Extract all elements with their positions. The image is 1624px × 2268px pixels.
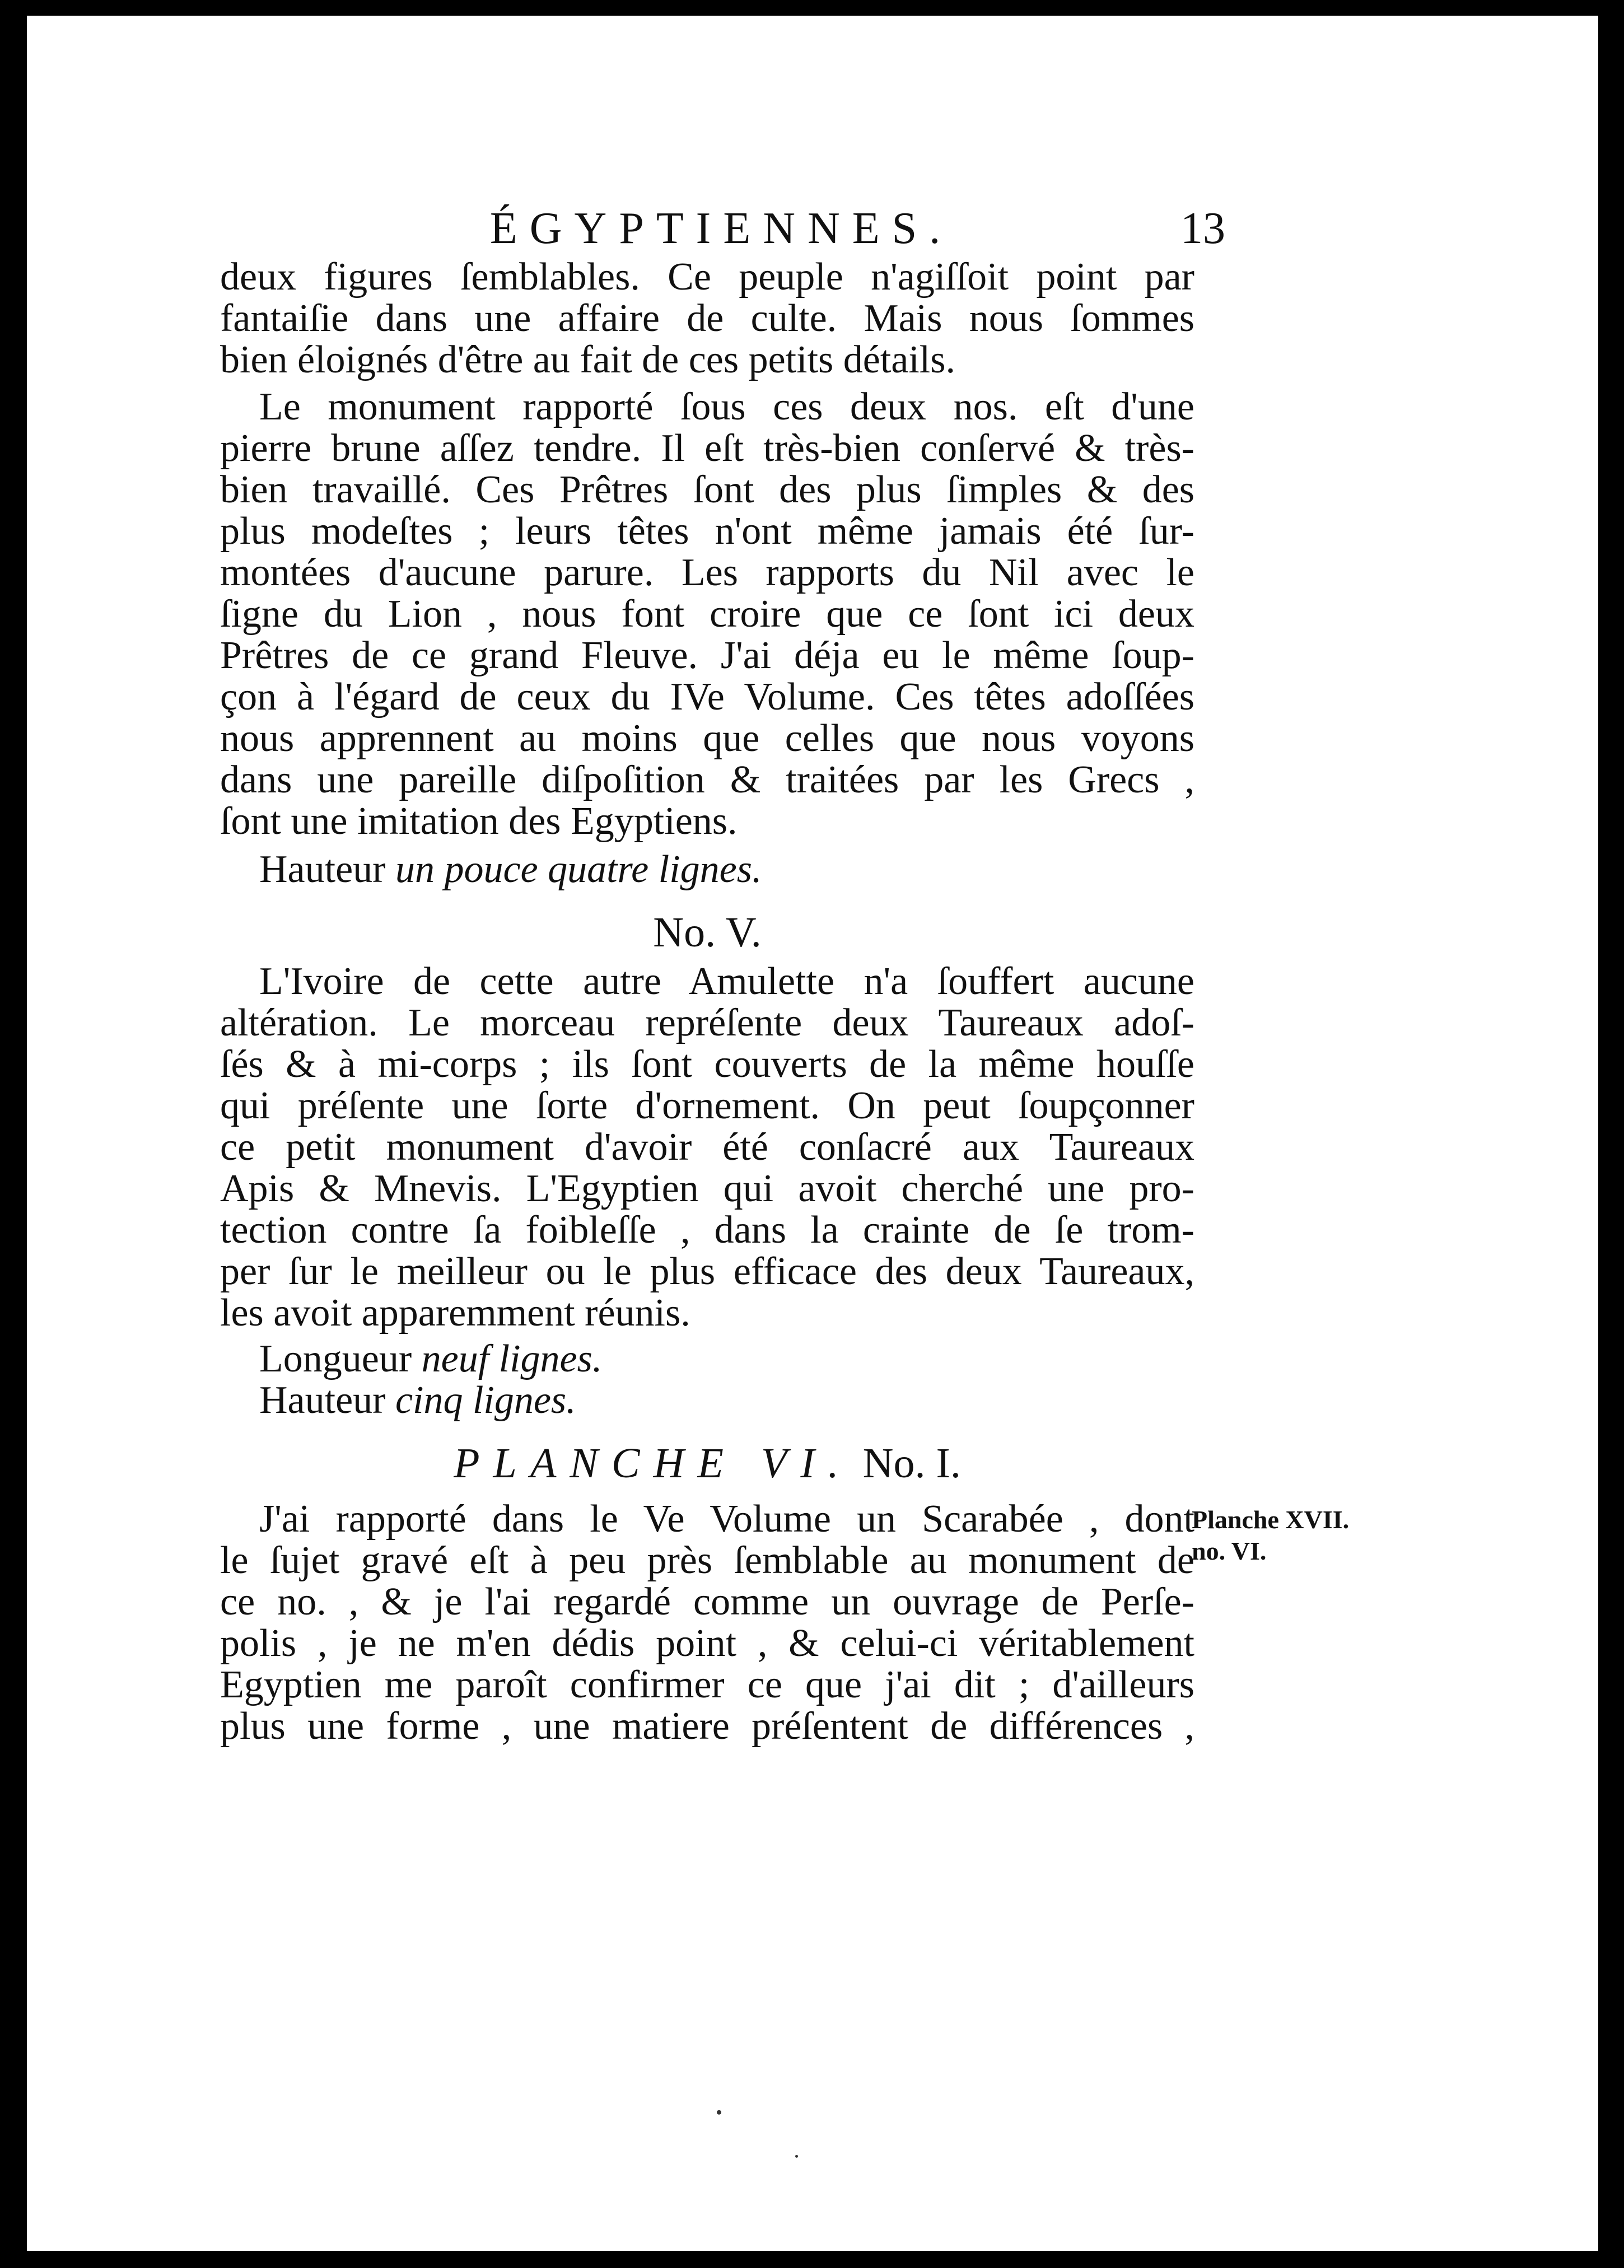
print-speck xyxy=(795,2155,798,2158)
text-line: çon à l'égard de ceux du IVe Volume. Ces têtes adoſſées xyxy=(220,675,1194,718)
running-title: ÉGYPTIENNES. xyxy=(489,204,953,253)
measurement-value: neuf lignes. xyxy=(421,1337,603,1380)
paragraph-monument xyxy=(220,386,1194,842)
section-heading-planche-vi xyxy=(220,1438,1194,1488)
measurement-value: un pouce quatre lignes. xyxy=(395,848,762,891)
text-line: ſigne du Lion , nous font croire que ce ſont ici deux xyxy=(220,592,1194,636)
paragraph-scarabee xyxy=(220,1499,1194,1747)
text-line: ſont une imitation des Egyptiens. xyxy=(220,800,738,843)
text-line: deux figures ſemblables. Ce peuple n'agiſſoit point par xyxy=(220,255,1194,298)
text-line: le ſujet gravé eſt à peu près ſemblable au monument de xyxy=(220,1539,1194,1582)
text-line: montées d'aucune parure. Les rapports du Nil avec le xyxy=(220,551,1194,594)
paragraph-continuation xyxy=(220,256,1194,381)
text-line: pierre brune aſſez tendre. Il eſt très-bien conſervé & très- xyxy=(220,427,1194,470)
margin-note-line: Planche XVII. xyxy=(1192,1505,1350,1534)
measurements-block xyxy=(220,1338,1194,1421)
text-line: altération. Le morceau repréſente deux Taureaux adoſ- xyxy=(220,1001,1194,1044)
text-line: Le monument rapporté ſous ces deux nos. eſt d'une xyxy=(259,385,1194,428)
text-line: ſés & à mi-corps ; ils ſont couverts de la même houſſe xyxy=(220,1043,1194,1086)
planche-number: No. I. xyxy=(862,1440,961,1487)
text-line: qui préſente une ſorte d'ornement. On peut ſoupçonner xyxy=(220,1084,1194,1127)
text-line: L'Ivoire de cette autre Amulette n'a ſouffert aucune xyxy=(259,960,1194,1003)
margin-note-line: no. VI. xyxy=(1192,1537,1267,1565)
text-line: Prêtres de ce grand Fleuve. J'ai déja eu le même ſoup- xyxy=(220,634,1194,677)
text-line: bien éloignés d'être au fait de ces petits détails. xyxy=(220,338,955,381)
text-line: nous apprennent au moins que celles que nous voyons xyxy=(220,717,1194,760)
measurement-label: Longueur xyxy=(259,1337,412,1380)
page-header xyxy=(452,198,1225,259)
text-line: les avoit apparemment réunis. xyxy=(220,1291,690,1334)
text-line: tection contre ſa foibleſſe , dans la crainte de ſe trom- xyxy=(220,1208,1194,1252)
measurement-value: cinq lignes. xyxy=(395,1379,576,1422)
text-line: J'ai rapporté dans le Ve Volume un Scarabée , dont xyxy=(259,1497,1194,1541)
measurement-height-1 xyxy=(220,849,1194,890)
section-heading-no-v: No. V. xyxy=(653,909,762,956)
text-line: Apis & Mnevis. L'Egyptien qui avoit cherché une pro- xyxy=(220,1167,1194,1210)
text-line: plus une forme , une matiere préſentent de différences , xyxy=(220,1705,1194,1748)
measurement-label: Hauteur xyxy=(259,848,386,891)
text-line: fantaiſie dans une affaire de culte. Mais nous ſommes xyxy=(220,297,1194,340)
text-line: polis , je ne m'en dédis point , & celui-ci véritablement xyxy=(220,1622,1194,1665)
text-line: bien travaillé. Ces Prêtres ſont des plus ſimples & des xyxy=(220,468,1194,511)
text-line: plus modeſtes ; leurs têtes n'ont même jamais été ſur- xyxy=(220,510,1194,553)
text-line: ce no. , & je l'ai regardé comme un ouvrage de Perſe- xyxy=(220,1580,1194,1623)
paragraph-amulette xyxy=(220,961,1194,1334)
planche-title: PLANCHE VI. xyxy=(454,1440,852,1487)
text-line: Egyptien me paroît confirmer ce que j'ai dit ; d'ailleurs xyxy=(220,1663,1194,1706)
text-line: per ſur le meilleur ou le plus efficace des deux Taureaux, xyxy=(220,1250,1194,1293)
measurement-label: Hauteur xyxy=(259,1379,386,1422)
text-line: ce petit monument d'avoir été conſacré aux Taureaux xyxy=(220,1126,1194,1169)
print-speck xyxy=(717,2110,721,2115)
margin-note xyxy=(1192,1504,1416,1567)
page xyxy=(27,16,1598,2251)
page-number: 13 xyxy=(1180,204,1225,253)
text-line: dans une pareille diſpoſition & traitées par les Grecs , xyxy=(220,758,1194,801)
